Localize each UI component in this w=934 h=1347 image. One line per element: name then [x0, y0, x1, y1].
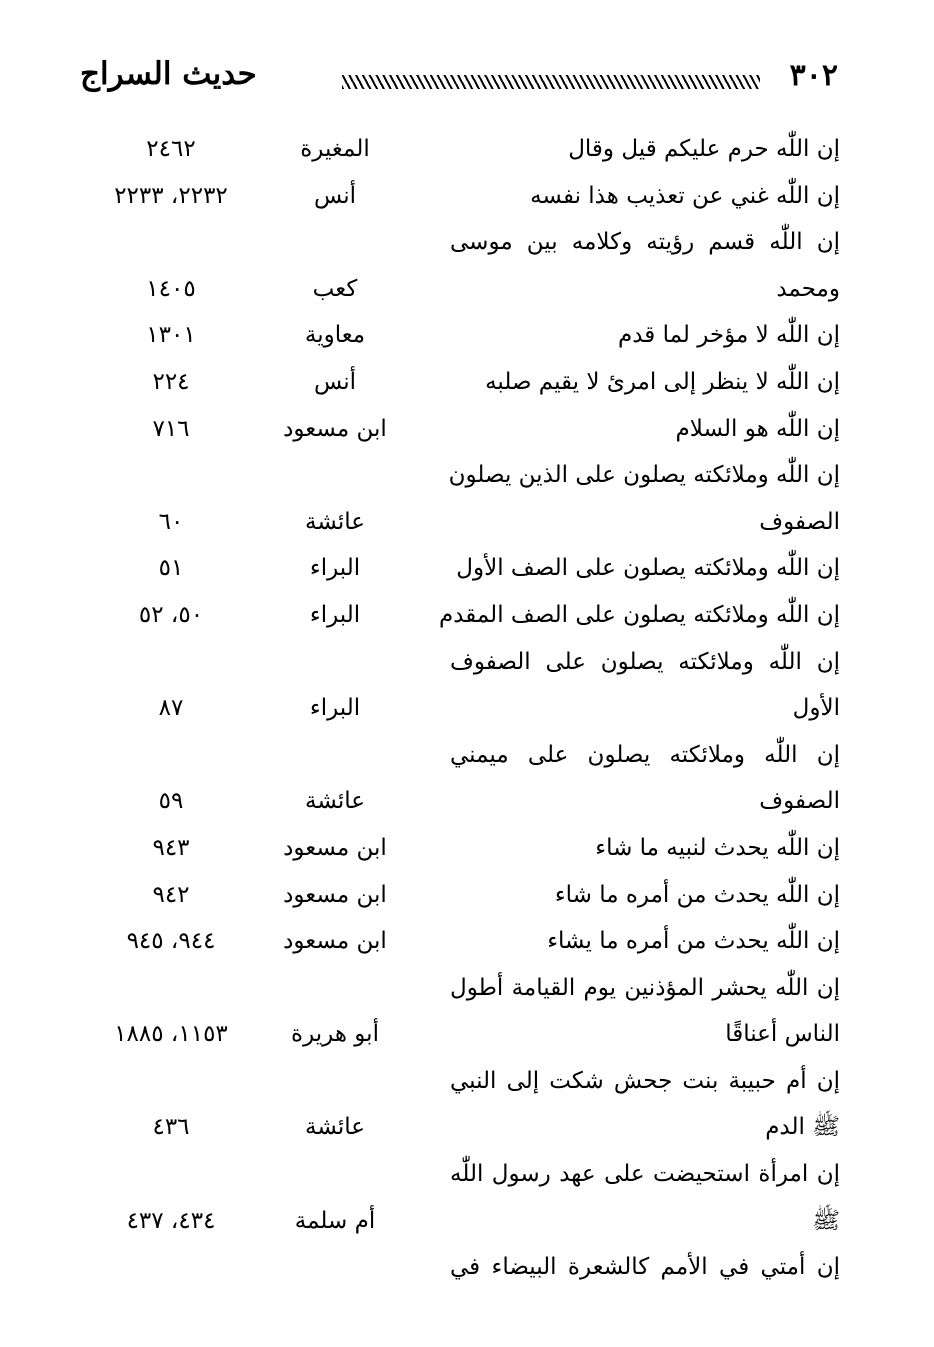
hadith-numbers: ٩٤٤، ٩٤٥ [126, 928, 216, 955]
narrator-name [270, 219, 400, 266]
index-row [0, 1011, 934, 1058]
hadith-text: إن اللّٰه وملائكته يصلون على ميمني [450, 741, 840, 768]
hadith-numbers: ٩٤٢ [152, 881, 190, 908]
narrator-name [270, 1151, 400, 1198]
hadith-numbers: ١١٥٣، ١٨٨٥ [114, 1021, 228, 1048]
narrator-name [270, 732, 400, 779]
index-row [0, 1104, 934, 1151]
index-row [0, 1198, 934, 1245]
hadith-numbers: ٤٣٤، ٤٣٧ [126, 1207, 216, 1234]
index-row [0, 732, 934, 779]
narrator-name [270, 965, 400, 1012]
index-row [0, 173, 934, 220]
page-number: ٣٠٢ [789, 58, 838, 93]
hadith-numbers: ١٤٠٥ [146, 275, 196, 302]
hadith-text: ﷺ [812, 1207, 840, 1234]
index-row [0, 545, 934, 592]
narrator-name: معاوية [304, 322, 366, 349]
index-row [0, 778, 934, 825]
hadith-numbers [96, 452, 246, 499]
hadith-numbers: ٢٤٦٢ [146, 136, 196, 162]
index-row [0, 965, 934, 1012]
narrator-name: ابن مسعود [283, 881, 387, 908]
narrator-name [270, 1244, 400, 1291]
narrator-name: عائشة [305, 788, 365, 815]
hadith-text: الأول [792, 695, 840, 722]
hadith-text: إن اللّٰه غني عن تعذيب هذا نفسه [530, 182, 840, 209]
narrator-name: أنس [313, 368, 357, 395]
narrator-name: ابن مسعود [283, 834, 387, 861]
hadith-text: إن اللّٰه وملائكته يصلون على الصفوف [450, 648, 840, 675]
narrator-name: ابن مسعود [283, 415, 387, 442]
hadith-text: إن اللّٰه وملائكته يصلون على الصف الأول [456, 555, 840, 582]
narrator-name: أنس [313, 182, 357, 209]
index-row [0, 1151, 934, 1198]
hadith-text: إن أمتي في الأمم كالشعرة البيضاء في [450, 1254, 840, 1281]
hadith-numbers: ٥٩ [158, 788, 184, 815]
narrator-name [270, 1058, 400, 1105]
hadith-numbers: ٤٣٦ [152, 1114, 190, 1141]
hadith-numbers [96, 639, 246, 686]
hadith-text: إن امرأة استحيضت على عهد رسول اللّٰه [450, 1161, 840, 1188]
index-row [0, 126, 934, 173]
hadith-text: إن اللّٰه هو السلام [675, 415, 840, 442]
hadith-text: ﷺ الدم [765, 1114, 840, 1141]
narrator-name: المغيرة [300, 136, 370, 162]
header-ornament-rule [342, 75, 760, 89]
narrator-name: أبو هريرة [291, 1021, 379, 1048]
hadith-numbers: ٢٢٤ [152, 368, 190, 395]
hadith-text: إن اللّٰه يحدث من أمره ما يشاء [547, 928, 840, 955]
index-row [0, 359, 934, 406]
index-row [0, 592, 934, 639]
hadith-numbers [96, 219, 246, 266]
index-row [0, 825, 934, 872]
narrator-name: البراء [309, 601, 361, 628]
hadith-text: إن اللّٰه يحدث من أمره ما شاء [554, 881, 840, 908]
hadith-text: ومحمد [776, 275, 840, 302]
hadith-text: إن اللّٰه لا ينظر إلى امرئ لا يقيم صلبه [485, 368, 840, 395]
hadith-numbers: ٩٤٣ [152, 834, 190, 861]
hadith-numbers: ٨٧ [158, 695, 184, 722]
index-row [0, 499, 934, 546]
hadith-numbers [96, 1058, 246, 1105]
index-row [0, 918, 934, 965]
book-title: حديث السراج [80, 56, 257, 92]
index-row [0, 219, 934, 266]
narrator-name [270, 452, 400, 499]
index-row [0, 452, 934, 499]
hadith-numbers [96, 732, 246, 779]
hadith-text: إن اللّٰه حرم عليكم قيل وقال [568, 136, 840, 162]
narrator-name: كعب [312, 275, 358, 302]
index-row [0, 1244, 934, 1291]
narrator-name: عائشة [305, 508, 365, 535]
hadith-text: الصفوف [759, 508, 840, 535]
hadith-numbers: ٦٠ [158, 508, 184, 535]
index-row [0, 266, 934, 313]
narrator-name: أم سلمة [294, 1207, 376, 1234]
hadith-numbers [96, 1244, 246, 1291]
index-row [0, 312, 934, 359]
hadith-index-list [0, 126, 934, 1291]
index-row [0, 406, 934, 453]
hadith-text: الناس أعناقًا [725, 1021, 840, 1048]
index-row [0, 685, 934, 732]
narrator-name: عائشة [305, 1114, 365, 1141]
hadith-numbers [96, 965, 246, 1012]
narrator-name: ابن مسعود [283, 928, 387, 955]
hadith-numbers: ٢٢٣٢، ٢٢٣٣ [114, 182, 228, 209]
hadith-numbers: ٧١٦ [152, 415, 190, 442]
hadith-text: إن اللّٰه وملائكته يصلون على الصف المقدم [438, 601, 840, 628]
hadith-numbers: ٥٠، ٥٢ [138, 601, 204, 628]
page-header [0, 52, 934, 102]
hadith-text: إن اللّٰه وملائكته يصلون على الذين يصلون [448, 462, 840, 489]
hadith-text: إن أم حبيبة بنت جحش شكت إلى النبي [450, 1067, 840, 1094]
hadith-text: إن اللّٰه قسم رؤيته وكلامه بين موسى [450, 229, 840, 256]
narrator-name: البراء [309, 695, 361, 722]
hadith-numbers: ٥١ [158, 555, 184, 582]
index-row [0, 639, 934, 686]
hadith-numbers [96, 1151, 246, 1198]
narrator-name: البراء [309, 555, 361, 582]
hadith-text: الصفوف [759, 788, 840, 815]
index-row [0, 1058, 934, 1105]
narrator-name [270, 639, 400, 686]
hadith-text: إن اللّٰه يحشر المؤذنين يوم القيامة أطول [450, 974, 840, 1001]
hadith-numbers: ١٣٠١ [146, 322, 196, 349]
hadith-text: إن اللّٰه لا مؤخر لما قدم [617, 322, 840, 349]
hadith-text: إن اللّٰه يحدث لنبيه ما شاء [595, 834, 840, 861]
index-row [0, 872, 934, 919]
